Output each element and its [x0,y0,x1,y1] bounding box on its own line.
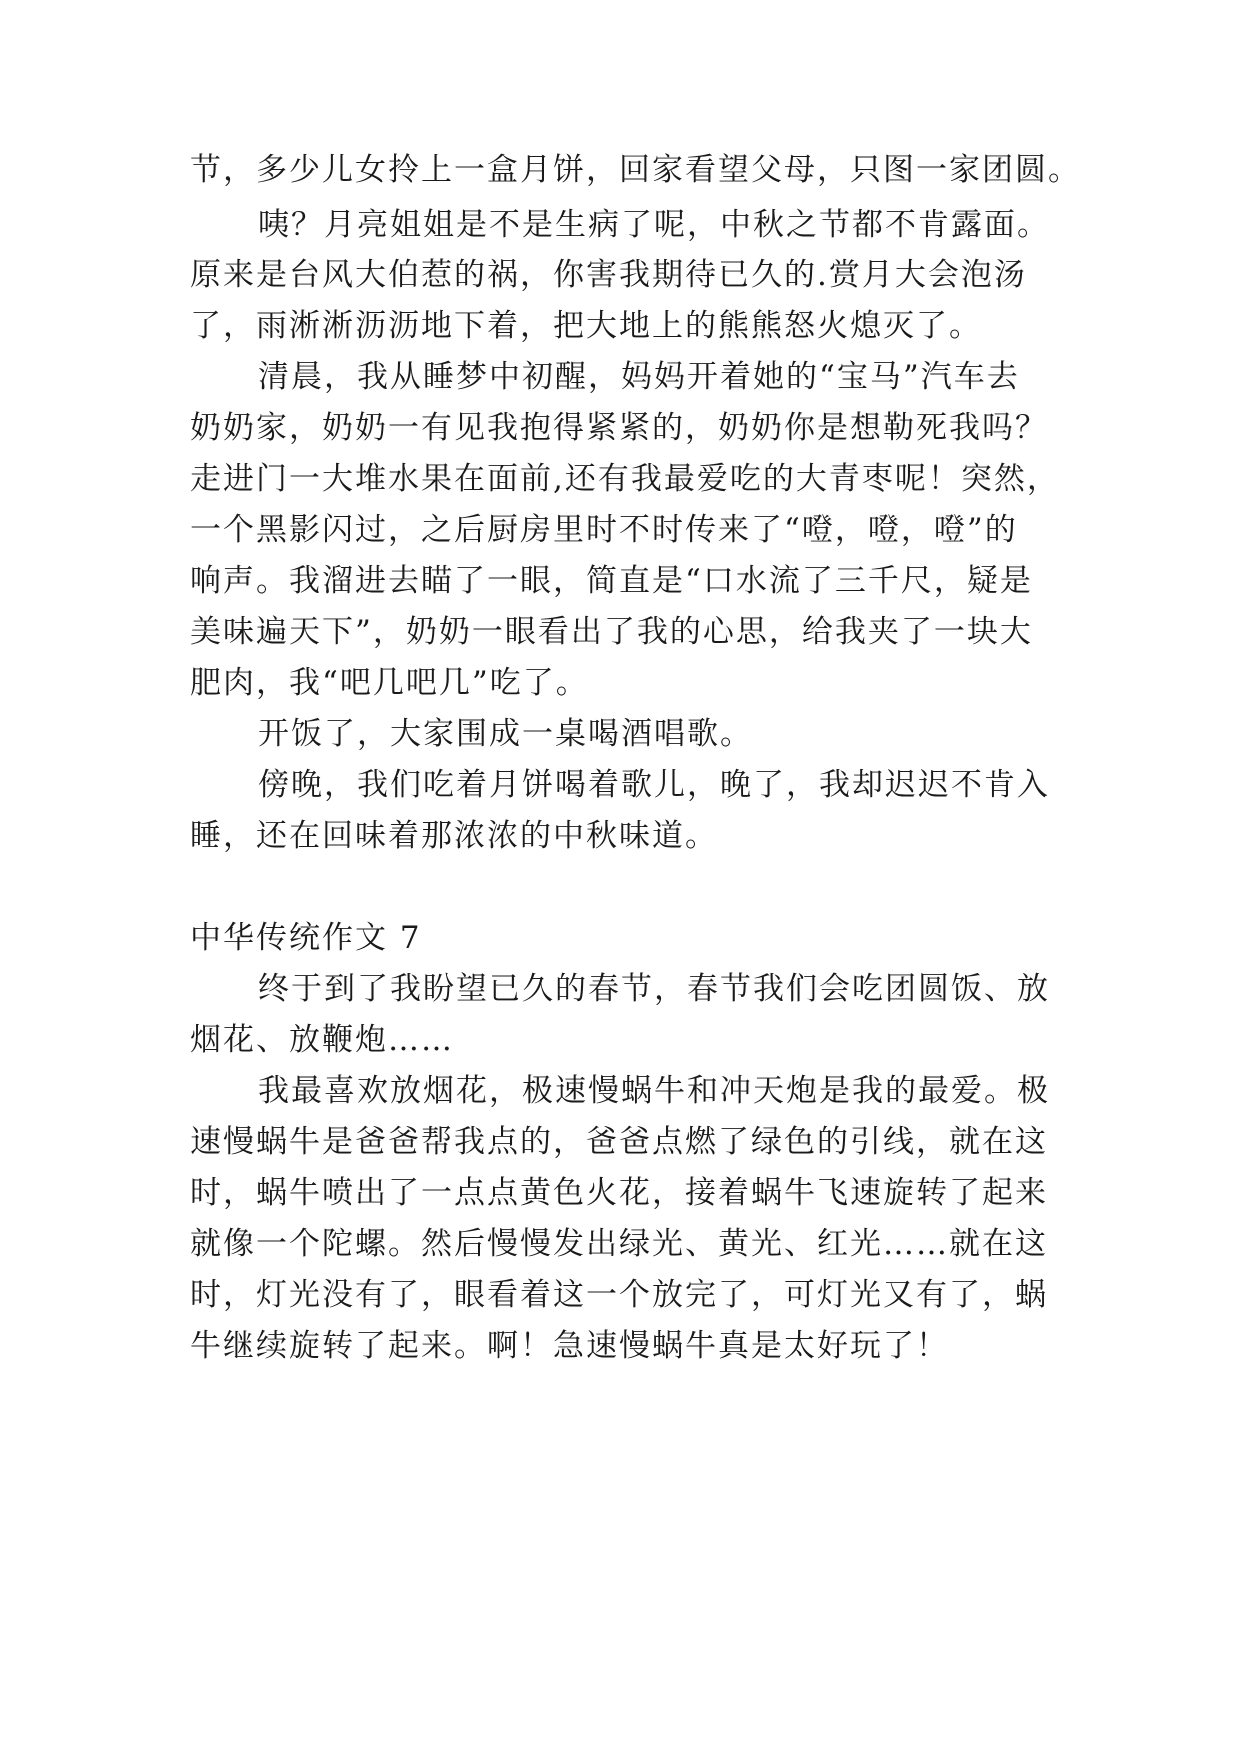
text-line: 咦？月亮姐姐是不是生病了呢，中秋之节都不肯露面。 [258,207,1050,243]
text-line: 速慢蜗牛是爸爸帮我点的，爸爸点燃了绿色的引线，就在这 [190,1124,1048,1160]
text-line: 我最喜欢放烟花，极速慢蜗牛和冲天炮是我的最爱。极 [258,1073,1050,1109]
text-line: 时，蜗牛喷出了一点点黄色火花，接着蜗牛飞速旋转了起来 [190,1175,1048,1211]
section-heading: 中华传统作文 7 [190,920,422,956]
text-line: 奶奶家，奶奶一有见我抱得紧紧的，奶奶你是想勒死我吗？ [190,410,1048,446]
text-line: 原来是台风大伯惹的祸，你害我期待已久的.赏月大会泡汤 [190,257,1027,293]
text-line: 烟花、放鞭炮…… [190,1022,454,1058]
text-line: 清晨，我从睡梦中初醒，妈妈开着她的“宝马”汽车去 [258,359,1020,395]
text-line: 开饭了，大家围成一桌喝酒唱歌。 [258,716,753,752]
text-line: 时，灯光没有了，眼看着这一个放完了，可灯光又有了，蜗 [190,1277,1048,1313]
text-line: 肥肉，我“吧几吧几”吃了。 [190,665,589,701]
text-line: 走进门一大堆水果在面前,还有我最爱吃的大青枣呢！突然， [190,461,1060,497]
text-line: 节，多少儿女拎上一盒月饼，回家看望父母，只图一家团圆。 [190,152,1081,188]
text-line: 终于到了我盼望已久的春节，春节我们会吃团圆饭、放 [258,971,1050,1007]
text-line: 牛继续旋转了起来。啊！急速慢蜗牛真是太好玩了！ [190,1328,949,1364]
text-line: 傍晚，我们吃着月饼喝着歌儿，晚了，我却迟迟不肯入 [258,767,1050,803]
text-line: 就像一个陀螺。然后慢慢发出绿光、黄光、红光……就在这 [190,1226,1048,1262]
text-line: 美味遍天下”，奶奶一眼看出了我的心思，给我夹了一块大 [190,614,1033,650]
text-line: 睡，还在回味着那浓浓的中秋味道。 [190,818,718,854]
text-line: 了，雨淅淅沥沥地下着，把大地上的熊熊怒火熄灭了。 [190,308,982,344]
text-line: 一个黑影闪过，之后厨房里时不时传来了“噔，噔，噔”的 [190,512,1018,548]
text-line: 响声。我溜进去瞄了一眼，简直是“口水流了三千尺，疑是 [190,563,1033,599]
